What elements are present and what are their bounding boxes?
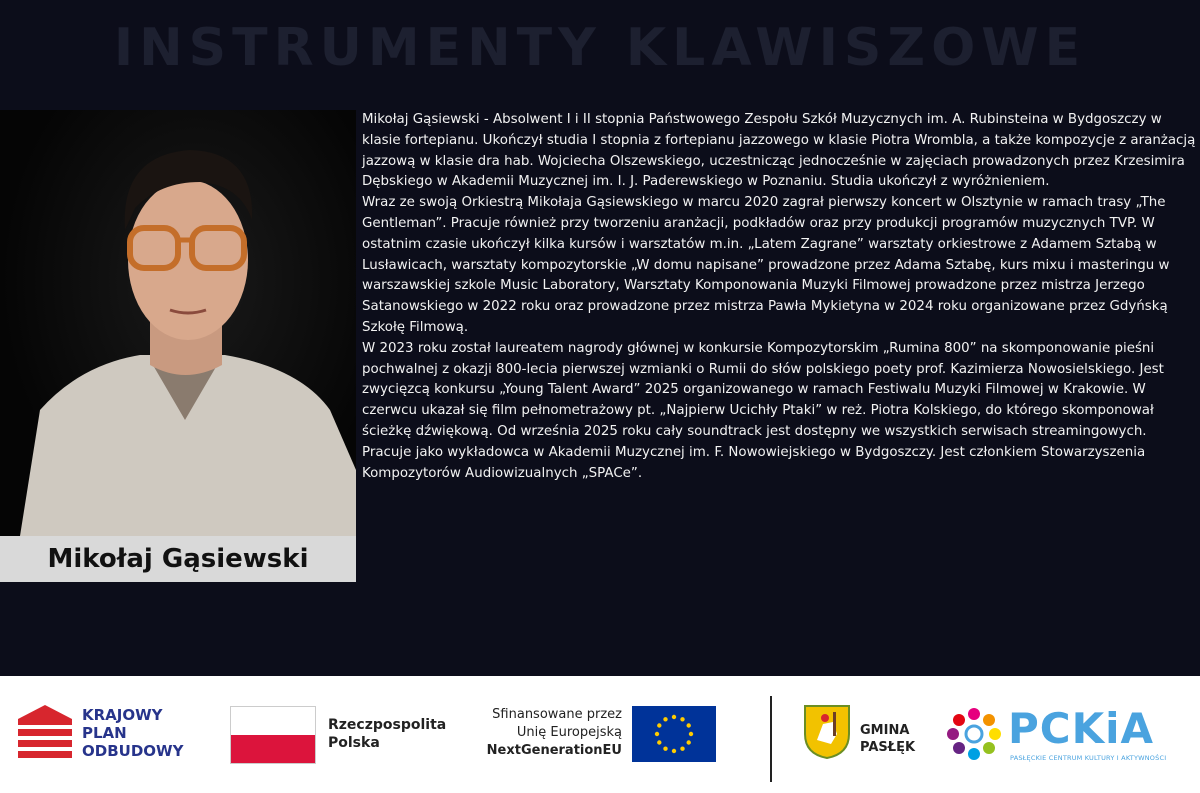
portrait-photo <box>0 110 356 536</box>
eu-flag-icon <box>632 706 716 762</box>
gmina-logo-text: GMINA PASŁĘK <box>860 723 916 755</box>
poland-flag-icon <box>230 706 316 764</box>
eu-funding-text: Sfinansowane przez Unię Europejską NextGenerationEU <box>486 707 622 758</box>
bio-paragraph: Pracuje jako wykładowca w Akademii Muzycznej im. F. Nowowiejskiego w Bydgoszczy. Jest członkiem Stowarzyszenia Kompozytorów Audiowizualnych „SPACe”. <box>362 444 1146 481</box>
pckia-subtitle: PASŁĘCKIE CENTRUM KULTURY I AKTYWNOŚCI <box>1010 754 1167 762</box>
rp-logo-text: Rzeczpospolita Polska <box>328 717 447 751</box>
kpo-logo-text: KRAJOWY PLAN ODBUDOWY <box>82 706 184 760</box>
page-headline: INSTRUMENTY KLAWISZOWE <box>113 18 1087 78</box>
gmina-coat-of-arms-icon <box>803 704 851 760</box>
sponsor-footer <box>0 676 1200 793</box>
person-name-label <box>0 536 356 582</box>
bio-paragraph: W 2023 roku został laureatem nagrody głównej w konkursie Kompozytorskim „Rumina 800” na skomponowanie pieśni pochwalnej z okazji 800-lecia pierwszej wzmianki o Rumii do słów polskiego poety prof. Kazimierza Nowosielskiego. Jest zwycięzcą konkursu „Young Talent Award” 2025 organizowanego w ramach Festiwalu Muzyki Filmowej w Krakowie. W czerwcu ukazał się film pełnometrażowy pt. „Najpierw Ucichły Ptaki” w reż. Piotra Kolskiego, do którego skomponował ścieżkę dźwiękową. Od września 2025 roku cały soundtrack jest dostępny we wszystkich serwisach streamingowych. <box>362 340 1164 439</box>
bio-paragraph: Wraz ze swoją Orkiestrą Mikołaja Gąsiewskiego w marcu 2020 zagrał pierwszy koncert w Olsztynie w ramach trasy „The Gentleman”. Pracuje również przy tworzeniu aranżacji, podkładów oraz przy produkcji programów muzycznych TVP. W ostatnim czasie ukończył kilka kursów i warsztatów m.in. „Latem Zagrane” warsztaty orkiestrowe z Adamem Sztabą w Lusławicach, warsztaty kompozytorskie „W domu napisane” prowadzone przez Adama Sztabę, kurs mixu i masteringu w warszawskiej szkole Music Laboratory, Warsztaty Komponowania Muzyki Filmowej prowadzone przez mistrza Jerzego Satanowskiego w 2022 roku oraz prowadzone przez mistrza Pawła Mykietyna w 2024 roku organizowane przez Gdyńską Szkołę Filmową. <box>362 195 1170 335</box>
person-name: Mikołaj Gąsiewski <box>47 544 309 574</box>
kpo-logo-icon <box>18 705 72 763</box>
bio-paragraph: Mikołaj Gąsiewski - Absolwent I i II stopnia Państwowego Zespołu Szkół Muzycznych im. A. Rubinsteina w Bydgoszczy w klasie fortepianu. Ukończył studia I stopnia z fortepianu jazzowego w klasie Piotra Wrombla, a także kompozycje z aranżacją jazzową w klasie dra hab. Wojciecha Olszewskiego, uczestnicząc jednocześnie w zajęciach prowadzonych przez Krzesimira Dębskiego w Akademii Muzycznej im. I. J. Paderewskiego w Poznaniu. Studia ukończył z wyróżnieniem. <box>362 112 1196 190</box>
pckia-logo-text: PCKiA <box>1008 704 1155 753</box>
biography <box>362 110 1198 484</box>
pckia-flower-icon <box>944 704 1004 764</box>
footer-divider <box>770 696 772 782</box>
